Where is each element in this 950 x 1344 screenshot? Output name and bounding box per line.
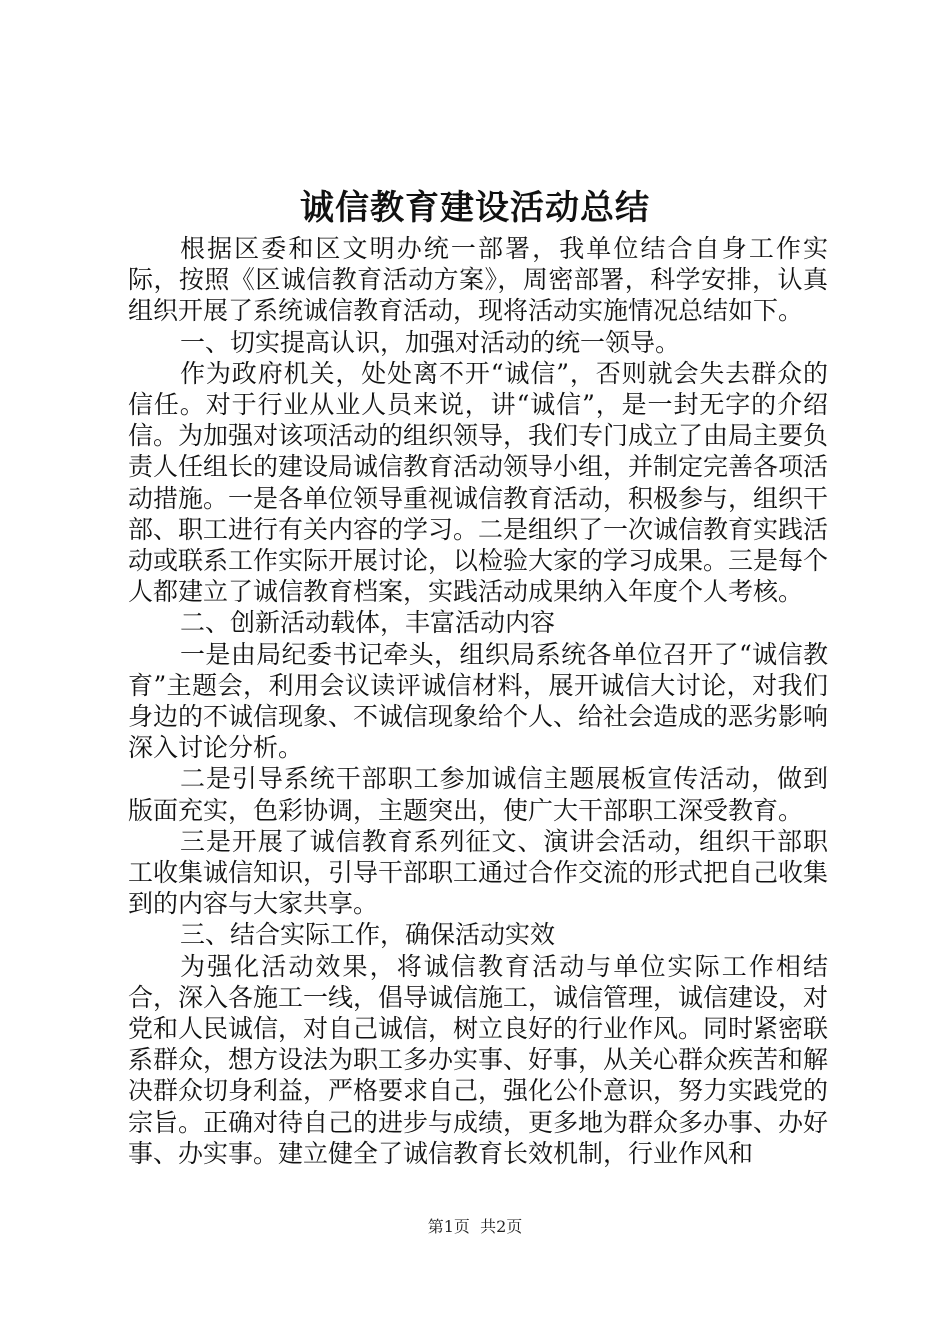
page-footer [0, 1216, 950, 1238]
section-heading-1: 一、切实提高认识，加强对活动的统一领导。 [180, 327, 681, 357]
page-number: 第1页 [427, 1217, 470, 1236]
document-body [128, 233, 828, 1169]
paragraph-intro: 根据区委和区文明办统一部署，我单位结合自身工作实际，按照《区诚信教育活动方案》，周密部署，科学安排，认真组织开展了系统诚信教育活动，现将活动实施情况总结如下。 [128, 234, 828, 326]
paragraph-section-2-item-3: 三是开展了诚信教育系列征文、演讲会活动，组织干部职工收集诚信知识，引导干部职工通过合作交流的形式把自己收集到的内容与大家共享。 [128, 826, 829, 919]
paragraph-section-1: 作为政府机关，处处离不开“诚信”，否则就会失去群众的信任。对于行业从业人员来说，讲“诚信”，是一封无字的介绍信。为加强对该项活动的组织领导，我们专门成立了由局主要负责人任组长的建设局诚信教育活动领导小组，并制定完善各项活动措施。一是各单位领导重视诚信教育活动，积极参与，组织干部、职工进行有关内容的学习。二是组织了一次诚信教育实践活动或联系工作实际开展讨论，以检验大家的学习成果。三是每个人都建立了诚信教育档案，实践活动成果纳入年度个人考核。 [128, 358, 829, 607]
document-title: 诚信教育建设活动总结 [300, 188, 650, 228]
paragraph-section-2-item-1: 一是由局纪委书记牵头，组织局系统各单位召开了“诚信教育”主题会，利用会议读评诚信材料，展开诚信大讨论，对我们身边的不诚信现象、不诚信现象给个人、给社会造成的恶劣影响深入讨论分析。 [128, 639, 829, 763]
section-heading-3: 三、结合实际工作，确保活动实效 [180, 920, 556, 950]
page-total: 共2页 [480, 1217, 523, 1236]
paragraph-section-3: 为强化活动效果，将诚信教育活动与单位实际工作相结合，深入各施工一线，倡导诚信施工，诚信管理，诚信建设，对党和人民诚信，对自己诚信，树立良好的行业作风。同时紧密联系群众，想方设法为职工多办实事、好事，从关心群众疾苦和解决群众切身利益，严格要求自己，强化公仆意识，努力实践党的宗旨。正确对待自己的进步与成绩，更多地为群众多办事、办好事、办实事。建立健全了诚信教育长效机制，行业作风和 [128, 951, 829, 1168]
paragraph-section-2-item-2: 二是引导系统干部职工参加诚信主题展板宣传活动，做到版面充实，色彩协调，主题突出，使广大干部职工深受教育。 [128, 764, 828, 825]
section-heading-2: 二、创新活动载体，丰富活动内容 [180, 608, 556, 638]
